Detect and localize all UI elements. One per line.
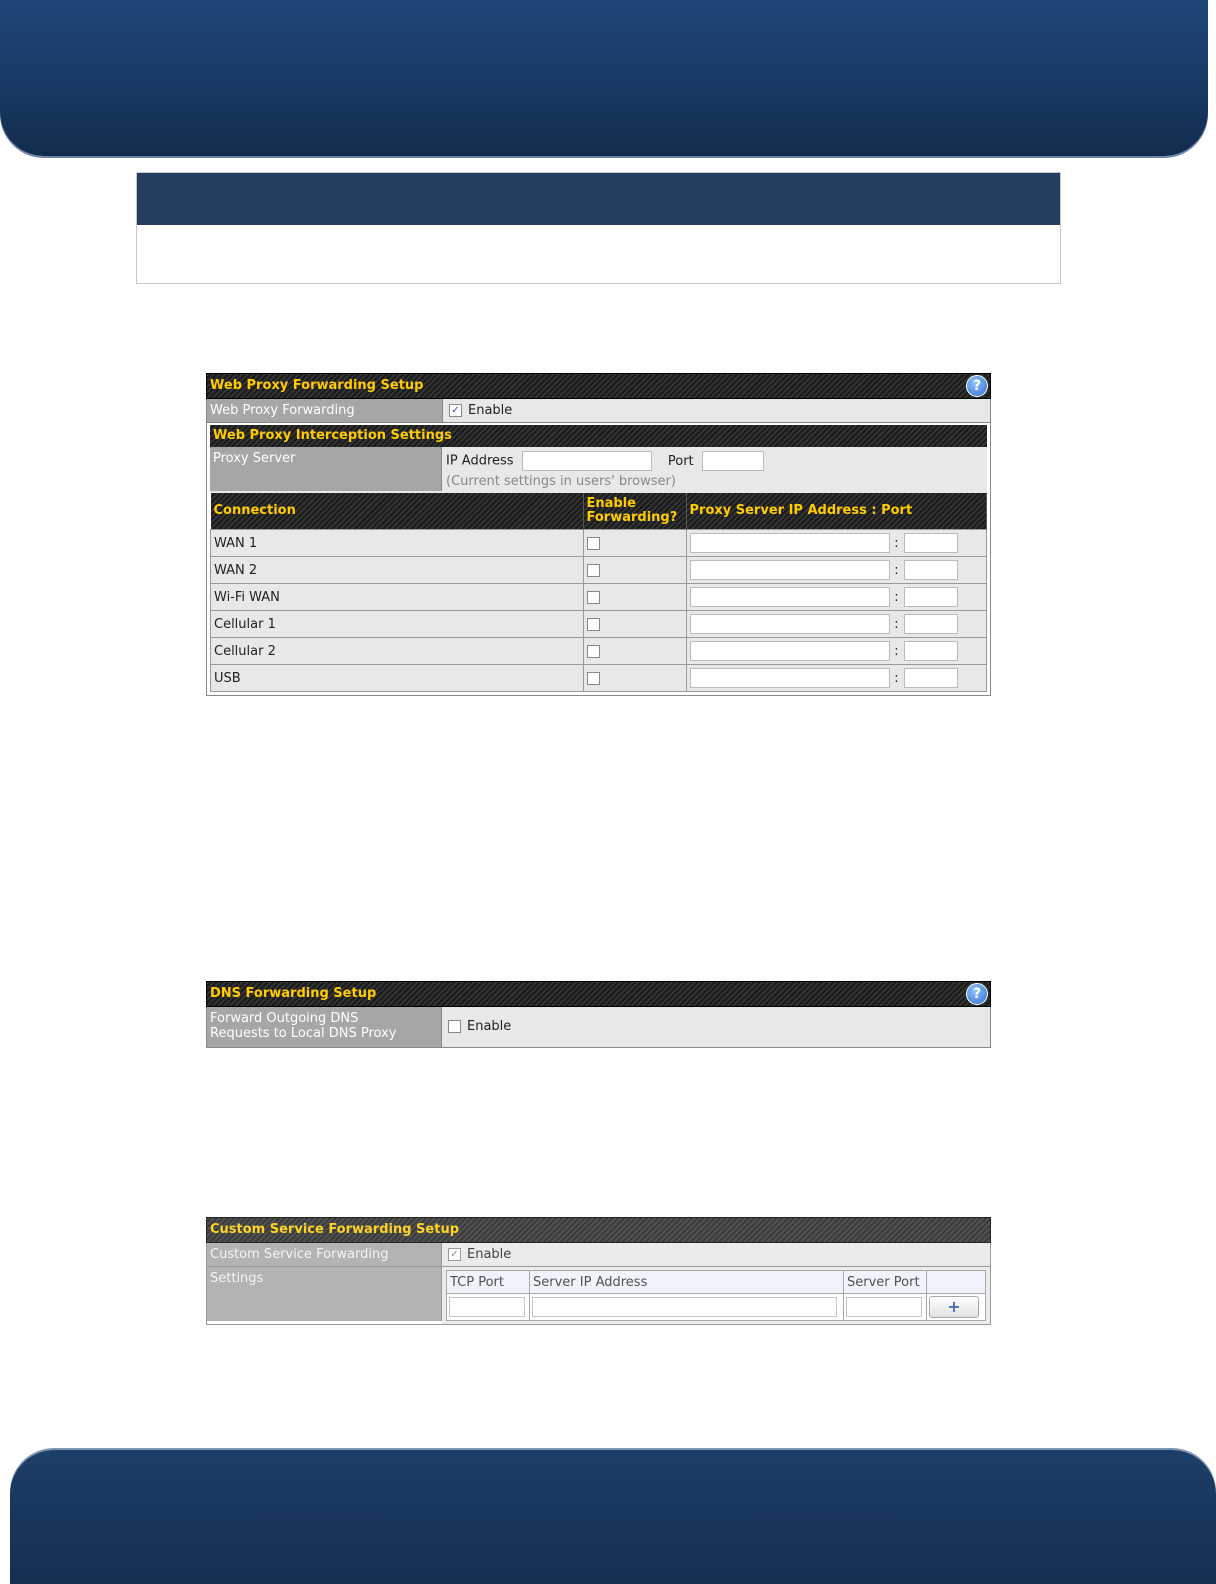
custom-forwarding-row	[206, 1243, 991, 1267]
connection-row	[211, 638, 987, 665]
connection-row	[211, 584, 987, 611]
enable-forwarding-checkbox[interactable]	[587, 672, 600, 685]
web-proxy-enable-label: Enable	[468, 403, 513, 418]
web-proxy-title-text: Web Proxy Forwarding Setup	[210, 378, 424, 393]
proxy-address-cell	[686, 665, 987, 692]
enable-forwarding-cell	[583, 638, 686, 665]
enable-forwarding-checkbox[interactable]	[587, 645, 600, 658]
proxy-address-cell	[686, 584, 987, 611]
connection-name: WAN 1	[211, 530, 584, 557]
add-cell	[927, 1294, 986, 1321]
dns-panel-title	[206, 981, 991, 1007]
col-enable-line1: Enable	[586, 496, 636, 511]
server-port-input[interactable]	[846, 1297, 922, 1317]
section-title-box	[136, 172, 1061, 284]
col-enable-line2: Forwarding?	[586, 510, 678, 525]
proxy-address-cell	[686, 530, 987, 557]
enable-forwarding-cell	[583, 665, 686, 692]
proxy-ip-input[interactable]	[522, 451, 652, 471]
custom-forwarding-value	[442, 1243, 990, 1266]
col-action	[927, 1271, 986, 1294]
enable-forwarding-cell	[583, 584, 686, 611]
dns-label-line2: Requests to Local DNS Proxy	[210, 1026, 397, 1041]
proxy-ip-field[interactable]	[690, 614, 890, 634]
section-title-bar	[137, 173, 1060, 225]
colon: :	[894, 589, 899, 605]
web-proxy-forwarding-value	[443, 399, 990, 422]
connection-row	[211, 611, 987, 638]
proxy-hint: (Current settings in users' browser)	[446, 474, 676, 489]
web-proxy-forwarding-label: Web Proxy Forwarding	[207, 399, 443, 422]
colon: :	[894, 670, 899, 686]
enable-forwarding-checkbox[interactable]	[587, 591, 600, 604]
col-server-port: Server Port	[844, 1271, 927, 1294]
col-tcp-port: TCP Port	[447, 1271, 530, 1294]
proxy-server-row	[210, 447, 987, 493]
proxy-ip-field[interactable]	[690, 587, 890, 607]
dns-panel	[206, 981, 991, 1048]
enable-forwarding-cell	[583, 557, 686, 584]
help-icon[interactable]: ?	[966, 983, 988, 1005]
connection-name: USB	[211, 665, 584, 692]
enable-forwarding-checkbox[interactable]	[587, 537, 600, 550]
dns-label-line1: Forward Outgoing DNS	[210, 1011, 359, 1026]
proxy-ip-field[interactable]	[690, 641, 890, 661]
connection-row	[211, 557, 987, 584]
connection-row	[211, 665, 987, 692]
page-footer	[10, 1450, 1216, 1584]
interception-settings	[206, 423, 991, 696]
custom-settings-value	[442, 1267, 990, 1324]
enable-forwarding-checkbox[interactable]	[587, 564, 600, 577]
custom-enable-checkbox[interactable]: ✓	[448, 1248, 461, 1261]
port-label: Port	[667, 453, 694, 469]
col-server-ip: Server IP Address	[530, 1271, 844, 1294]
ip-address-label: IP Address	[446, 453, 514, 469]
proxy-ip-field[interactable]	[690, 668, 890, 688]
proxy-ip-field[interactable]	[690, 533, 890, 553]
connection-name: WAN 2	[211, 557, 584, 584]
page-header	[0, 0, 1208, 156]
dns-forwarding-value	[442, 1007, 990, 1047]
enable-forwarding-cell	[583, 530, 686, 557]
proxy-port-field[interactable]	[904, 587, 958, 607]
tcp-port-cell	[447, 1294, 530, 1321]
web-proxy-panel-title	[206, 373, 991, 399]
server-ip-input[interactable]	[532, 1297, 837, 1317]
dns-forwarding-row	[206, 1007, 991, 1048]
proxy-address-cell	[686, 638, 987, 665]
proxy-port-field[interactable]	[904, 641, 958, 661]
colon: :	[894, 616, 899, 632]
server-ip-cell	[530, 1294, 844, 1321]
dns-forwarding-label	[207, 1007, 442, 1047]
web-proxy-forwarding-row	[206, 399, 991, 423]
web-proxy-enable-checkbox[interactable]: ✓	[449, 404, 462, 417]
col-connection: Connection	[211, 493, 584, 530]
col-proxy-address: Proxy Server IP Address : Port	[686, 493, 987, 530]
proxy-port-field[interactable]	[904, 533, 958, 553]
colon: :	[894, 643, 899, 659]
dns-enable-label: Enable	[467, 1019, 512, 1034]
colon: :	[894, 562, 899, 578]
server-port-cell	[844, 1294, 927, 1321]
custom-settings-table	[446, 1270, 986, 1321]
proxy-ip-field[interactable]	[690, 560, 890, 580]
proxy-port-field[interactable]	[904, 614, 958, 634]
web-proxy-panel	[206, 373, 991, 696]
proxy-address-cell	[686, 611, 987, 638]
custom-settings-label: Settings	[207, 1267, 442, 1321]
custom-service-panel	[206, 1217, 991, 1325]
enable-forwarding-checkbox[interactable]	[587, 618, 600, 631]
tcp-port-input[interactable]	[449, 1297, 525, 1317]
custom-enable-label: Enable	[467, 1247, 512, 1262]
proxy-address-cell	[686, 557, 987, 584]
interception-settings-title: Web Proxy Interception Settings	[210, 425, 987, 447]
custom-forwarding-label: Custom Service Forwarding	[207, 1243, 442, 1266]
connection-name: Wi-Fi WAN	[211, 584, 584, 611]
proxy-server-label: Proxy Server	[210, 447, 442, 491]
proxy-port-input[interactable]	[702, 451, 764, 471]
connection-name: Cellular 2	[211, 638, 584, 665]
proxy-server-value	[442, 447, 987, 493]
dns-title-text: DNS Forwarding Setup	[210, 986, 377, 1001]
connection-row	[211, 530, 987, 557]
add-button[interactable]: +	[929, 1296, 979, 1318]
dns-enable-checkbox[interactable]	[448, 1020, 461, 1033]
colon: :	[894, 535, 899, 551]
connection-name: Cellular 1	[211, 611, 584, 638]
proxy-port-field[interactable]	[904, 668, 958, 688]
proxy-port-field[interactable]	[904, 560, 958, 580]
custom-settings-row	[206, 1267, 991, 1325]
custom-service-panel-title: Custom Service Forwarding Setup	[206, 1217, 991, 1243]
col-enable-forwarding	[583, 493, 686, 530]
help-icon[interactable]: ?	[966, 375, 988, 397]
connection-table	[210, 493, 987, 692]
enable-forwarding-cell	[583, 611, 686, 638]
section-title-body	[137, 225, 1060, 283]
